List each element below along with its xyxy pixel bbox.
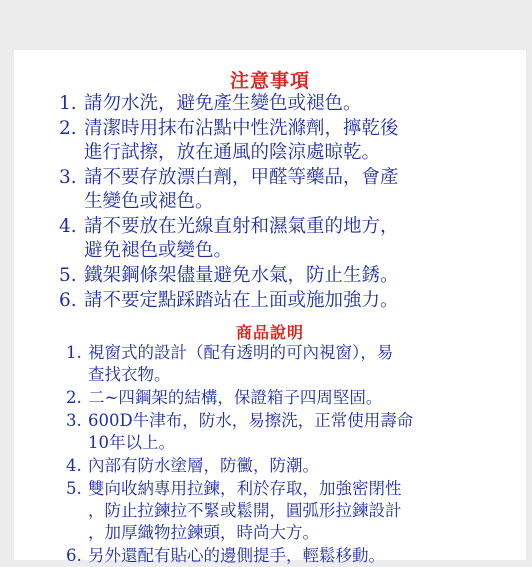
item-number: 5.	[66, 479, 82, 498]
notice-item	[59, 215, 509, 263]
notice-title: 注意事項	[229, 70, 310, 92]
item-text: ，加厚織物拉鍊頭，時尚大方。	[88, 523, 319, 542]
notice-list	[59, 92, 509, 313]
item-number: 1.	[66, 343, 82, 362]
item-number: 4.	[66, 456, 82, 475]
notice-item	[59, 264, 509, 288]
instruction-card	[14, 50, 526, 565]
item-number: 1.	[59, 93, 77, 114]
item-number: 6.	[66, 546, 82, 565]
item-number: 3.	[59, 167, 77, 188]
item-text: 鐵架鋼條架儘量避免水氣，防止生銹。	[84, 265, 399, 286]
item-text: 生變色或褪色。	[84, 191, 214, 212]
item-text: 二~四鋼架的結構，保證箱子四周堅固。	[88, 388, 383, 407]
item-text: 請不要存放漂白劑，甲醛等藥品，會產	[84, 167, 399, 188]
product-item	[66, 478, 506, 544]
item-text: 10年以上。	[88, 433, 175, 452]
item-text: 請勿水洗，避免產生變色或褪色。	[84, 93, 362, 114]
product-item	[66, 410, 506, 454]
item-number: 5.	[59, 265, 77, 286]
item-text: 600D牛津布，防水，易擦洗，正常使用壽命	[88, 411, 414, 430]
notice-item	[59, 166, 509, 214]
notice-item	[59, 289, 509, 313]
item-number: 2.	[59, 118, 77, 139]
item-number: 6.	[59, 290, 77, 311]
product-title: 商品說明	[235, 323, 304, 342]
item-text: 請不要放在光線直射和濕氣重的地方，	[84, 216, 399, 237]
item-text: 請不要定點踩踏站在上面或施加強力。	[84, 290, 399, 311]
item-text: 查找衣物。	[88, 365, 171, 384]
item-text: 雙向收納專用拉鍊，利於存取，加強密閉性	[88, 479, 402, 498]
product-item	[66, 387, 506, 409]
item-number: 4.	[59, 216, 77, 237]
product-item	[66, 545, 506, 567]
product-item	[66, 455, 506, 477]
notice-item	[59, 117, 509, 165]
item-number: 2.	[66, 388, 82, 407]
item-text: 進行試擦，放在通風的陰涼處晾乾。	[84, 142, 381, 163]
item-text: 清潔時用抹布沾點中性洗滌劑，擰乾後	[84, 118, 399, 139]
item-number: 3.	[66, 411, 82, 430]
notice-item	[59, 92, 509, 116]
item-text: 視窗式的設計（配有透明的可內視窗），易	[88, 343, 394, 362]
product-item	[66, 342, 506, 386]
product-list	[66, 342, 506, 567]
item-text: 另外還配有貼心的邊側提手，輕鬆移動。	[88, 546, 385, 565]
item-text: 內部有防水塗層，防黴，防潮。	[88, 456, 319, 475]
item-text: ，防止拉鍊拉不緊或鬆開，圓弧形拉鍊設計	[88, 501, 402, 520]
item-text: 避免褪色或變色。	[84, 240, 233, 261]
